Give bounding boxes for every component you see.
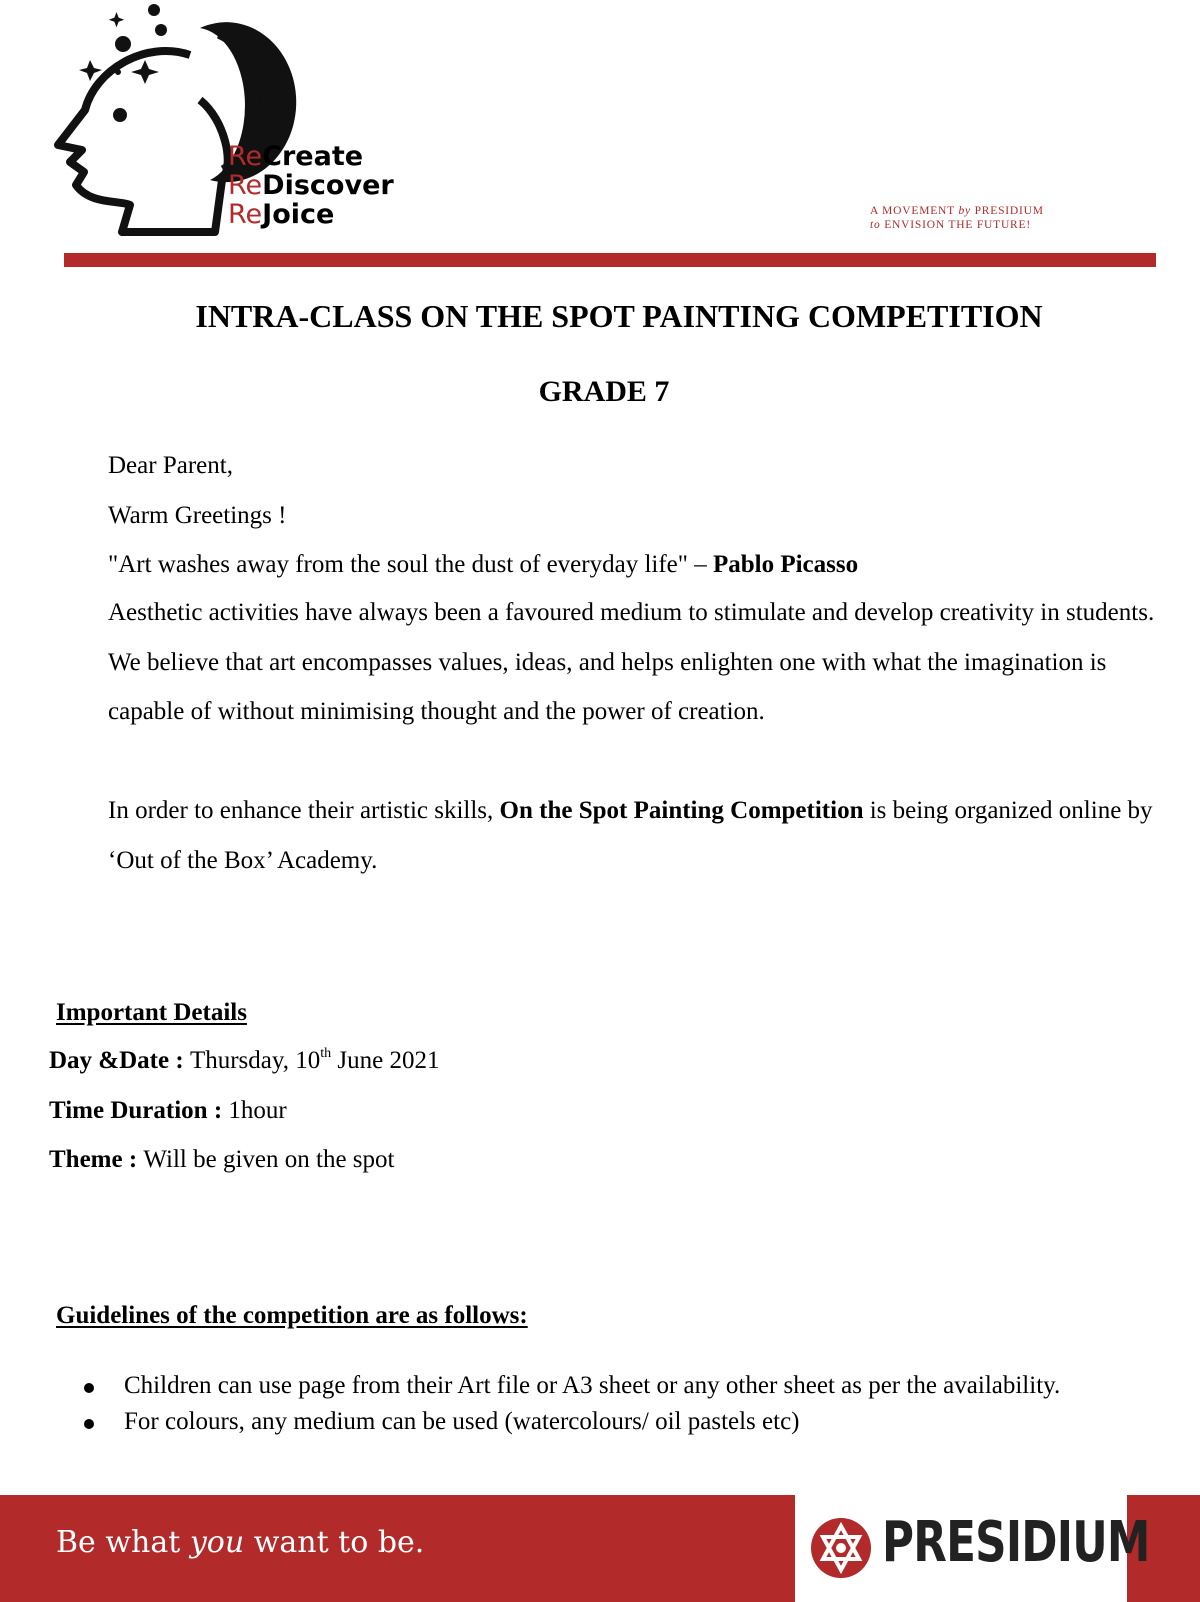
greeting: Warm Greetings ! — [108, 502, 287, 529]
footer-motto: Be what you want to be. — [56, 1525, 425, 1560]
bullet-icon — [84, 1419, 94, 1429]
important-details-heading: Important Details — [56, 999, 247, 1026]
presidium-tagline: A MOVEMENT by PRESIDIUM to ENVISION THE FUTURE! — [870, 205, 1044, 231]
quote-text: "Art washes away from the soul the dust of everyday life" – — [108, 551, 713, 578]
detail-duration: Time Duration : 1hour — [49, 1097, 287, 1124]
logo-line-rejoice: ReJoice — [228, 199, 335, 230]
page-title: INTRA-CLASS ON THE SPOT PAINTING COMPETITION — [195, 298, 1043, 334]
list-item: Children can use page from their Art file or A3 sheet or any other sheet as per the availability. — [84, 1370, 1094, 1402]
presidium-star-icon — [810, 1517, 872, 1579]
bullet-icon — [84, 1383, 94, 1393]
salutation: Dear Parent, — [108, 452, 233, 479]
detail-theme: Theme : Will be given on the spot — [49, 1146, 395, 1173]
logo-line-recreate: ReCreate — [228, 141, 364, 172]
guidelines-list — [84, 1370, 1094, 1442]
quote-line — [108, 551, 858, 579]
grade-heading: GRADE 7 — [538, 375, 670, 408]
logo-wordmark — [228, 142, 394, 229]
presidium-brand: PRESIDIUM — [882, 1510, 1150, 1575]
paragraph-competition: In order to enhance their artistic skills, On the Spot Painting Competition is being organized online by ‘Out of the Box’ Academy. — [108, 797, 1153, 874]
guidelines-heading: Guidelines of the competition are as follows: — [56, 1302, 528, 1329]
list-item: For colours, any medium can be used (watercolours/ oil pastels etc) — [84, 1406, 1094, 1438]
quote-author: Pablo Picasso — [712, 551, 859, 578]
logo-line-rediscover: ReDiscover — [228, 170, 394, 201]
detail-date: Day &Date : Thursday, 10th June 2021 — [49, 1046, 440, 1074]
header-divider — [64, 253, 1156, 267]
competition-name: On the Spot Painting Competition — [499, 797, 864, 824]
paragraph-aesthetic: Aesthetic activities have always been a favoured medium to stimulate and develop creativity in students. We believe that art encompasses values, ideas, and helps enlighten one with what the imagination is capable of without minimising thought and the power of creation. — [108, 599, 1155, 725]
